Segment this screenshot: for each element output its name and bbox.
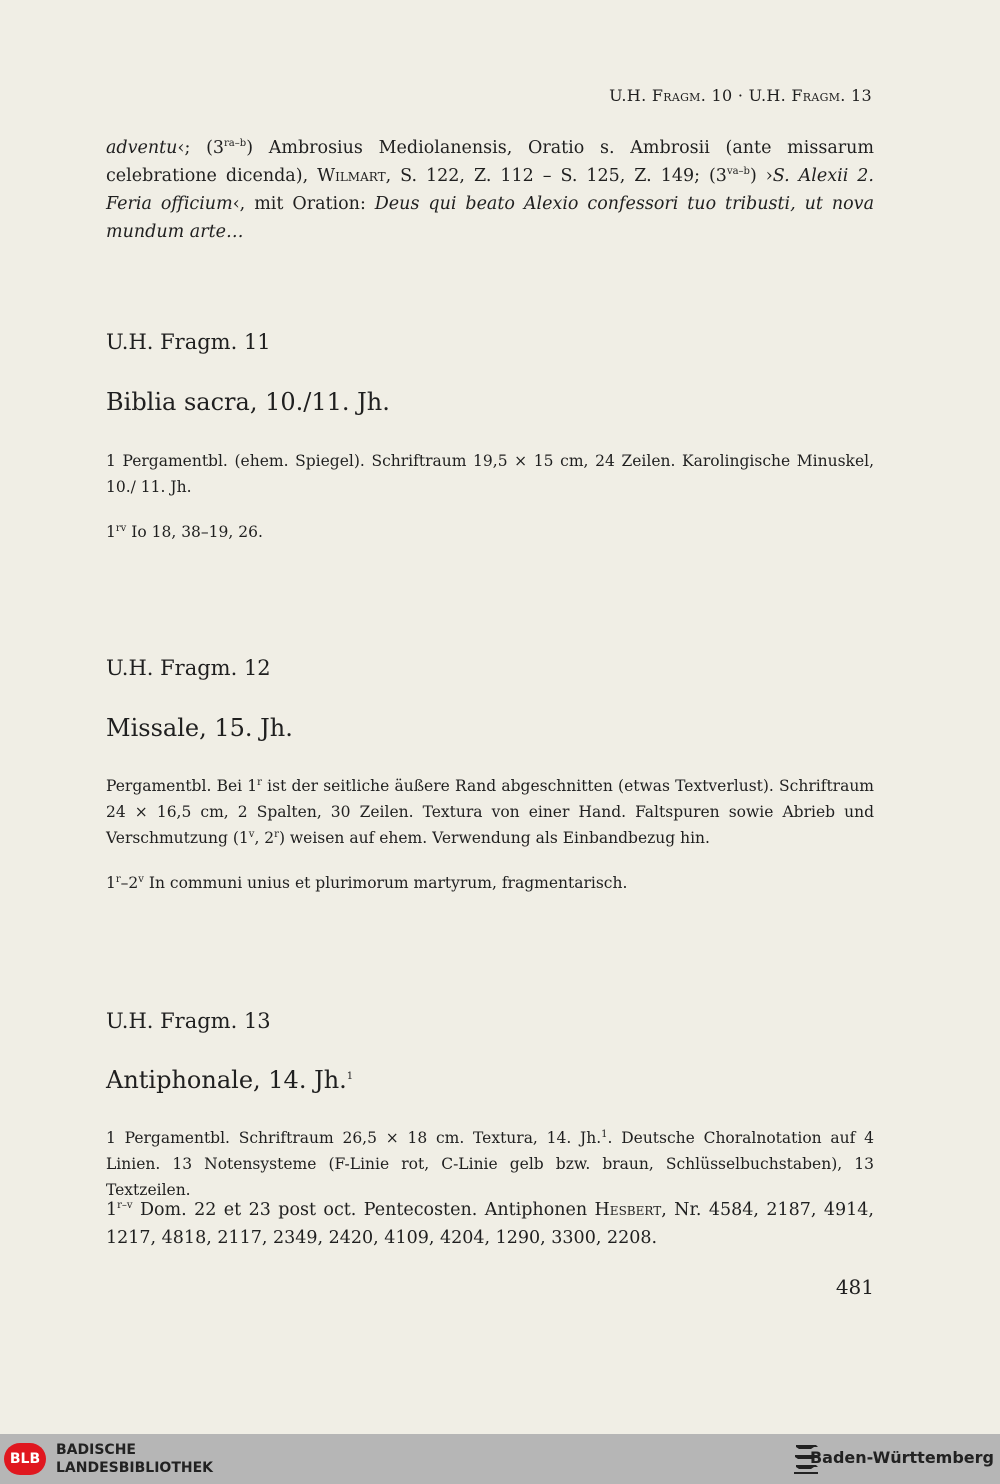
frag13-content bbox=[106, 1196, 874, 1252]
text-run: ) Ambrosius Mediolanensis, Oratio s. Ambrosii (ante missarum celebratione dicenda), bbox=[106, 138, 874, 186]
incipit-italic: adventu bbox=[106, 138, 178, 158]
text-run: 1 Pergamentbl. Schriftraum 26,5 × 18 cm. Textura, 14. Jh. bbox=[106, 1129, 602, 1147]
frag13-description bbox=[106, 1125, 874, 1203]
folio-sup: ra–b bbox=[224, 138, 247, 150]
frag12-title: Missale, 15. Jh. bbox=[106, 714, 293, 742]
text-run: In communi unius et plurimorum martyrum, fragmentarisch. bbox=[143, 874, 628, 892]
title-text: Antiphonale, 14. Jh. bbox=[106, 1066, 347, 1094]
state-name[interactable]: Baden-Württemberg bbox=[809, 1448, 994, 1467]
text-run: 1 bbox=[106, 874, 116, 892]
folio-sup: r bbox=[274, 828, 279, 840]
library-name[interactable] bbox=[56, 1441, 213, 1477]
text-run: Pergamentbl. Bei 1 bbox=[106, 777, 258, 795]
text-run: ) weisen auf ehem. Verwendung als Einbandbezug hin. bbox=[278, 829, 710, 847]
text-run: 1 bbox=[106, 1200, 118, 1220]
bleed-through bbox=[100, 195, 880, 1055]
footnote-ref: 1 bbox=[601, 1128, 608, 1140]
continuation-paragraph bbox=[106, 134, 874, 246]
text-run: , S. 122, Z. 112 – S. 125, Z. 149; (3 bbox=[385, 166, 727, 186]
text-run: , 2 bbox=[254, 829, 275, 847]
author-sc: Wilmart bbox=[317, 166, 386, 186]
running-header bbox=[609, 86, 872, 105]
text-run: . Deutsche Choralnotation auf 4 Linien. 13 Notensysteme (F-Linie rot, C-Linie gelb bzw. braun, Schlüsselbuchstaben), 13 Textzeilen. bbox=[106, 1129, 874, 1199]
frag12-signature: U.H. Fragm. 12 bbox=[106, 656, 271, 680]
folio-sup: r–v bbox=[117, 1200, 133, 1212]
rubric-italic: S. Alexii 2. Feria officium bbox=[106, 166, 874, 214]
author-sc: Hesbert bbox=[594, 1200, 662, 1220]
text-run: Io 18, 38–19, 26. bbox=[126, 523, 263, 541]
text-run: ‹; (3 bbox=[177, 138, 225, 158]
text-run: –2 bbox=[120, 874, 139, 892]
page-number: 481 bbox=[835, 1275, 874, 1299]
text-run: ) › bbox=[749, 166, 773, 186]
text-run: , Nr. 4584, 2187, 4914, 1217, 4818, 2117, 2349, 2420, 4109, 4204, 1290, 3300, 2208. bbox=[106, 1200, 874, 1248]
header-left-sc: Fragm. bbox=[651, 86, 707, 105]
text-run: 1 bbox=[106, 523, 116, 541]
library-name-line2: LANDESBIBLIOTHEK bbox=[56, 1460, 214, 1476]
footer-bar bbox=[0, 1434, 1000, 1484]
text-run: ist der seitliche äußere Rand abgeschnitten (etwas Textverlust). Schriftraum 24 × 16,5 cm, 2 Spalten, 30 Zeilen. Textura von einer Hand. Faltspuren sowie Abrieb und Verschmutzung (1 bbox=[106, 777, 875, 847]
header-left-num: 10 bbox=[706, 86, 733, 105]
frag11-description: 1 Pergamentbl. (ehem. Spiegel). Schriftraum 19,5 × 15 cm, 24 Zeilen. Karolingische Minuskel, 10./ 11. Jh. bbox=[106, 452, 874, 496]
frag11-content bbox=[106, 519, 874, 545]
footnote-ref: 1 bbox=[346, 1071, 354, 1082]
frag11-signature: U.H. Fragm. 11 bbox=[106, 330, 271, 354]
header-separator: · bbox=[732, 86, 749, 105]
frag13-title bbox=[106, 1066, 874, 1094]
blb-logo-icon[interactable]: BLB bbox=[4, 1443, 46, 1475]
folio-sup: v bbox=[248, 828, 255, 840]
frag12-description bbox=[106, 773, 874, 851]
folio-sup: v bbox=[138, 873, 144, 885]
folio-sup: r bbox=[257, 776, 262, 788]
text-run: ‹, mit Oration: bbox=[232, 194, 375, 214]
library-name-line1: BADISCHE bbox=[56, 1442, 136, 1458]
header-left-prefix: U.H. bbox=[609, 86, 652, 105]
header-right-sc: Fragm. bbox=[791, 86, 846, 105]
folio-sup: va–b bbox=[726, 166, 750, 178]
oration-italic: Deus qui beato Alexio confessori tuo tribusti, ut nova mundum arte… bbox=[106, 194, 874, 242]
header-right-num: 13 bbox=[845, 86, 872, 105]
text-run: Dom. 22 et 23 post oct. Pentecosten. Antiphonen bbox=[132, 1200, 595, 1220]
folio-sup: rv bbox=[115, 522, 127, 534]
frag11-title: Biblia sacra, 10./11. Jh. bbox=[106, 388, 390, 416]
frag12-content bbox=[106, 870, 874, 896]
folio-sup: r bbox=[115, 873, 121, 885]
header-right-prefix: U.H. bbox=[748, 86, 792, 105]
frag13-signature: U.H. Fragm. 13 bbox=[106, 1009, 271, 1033]
